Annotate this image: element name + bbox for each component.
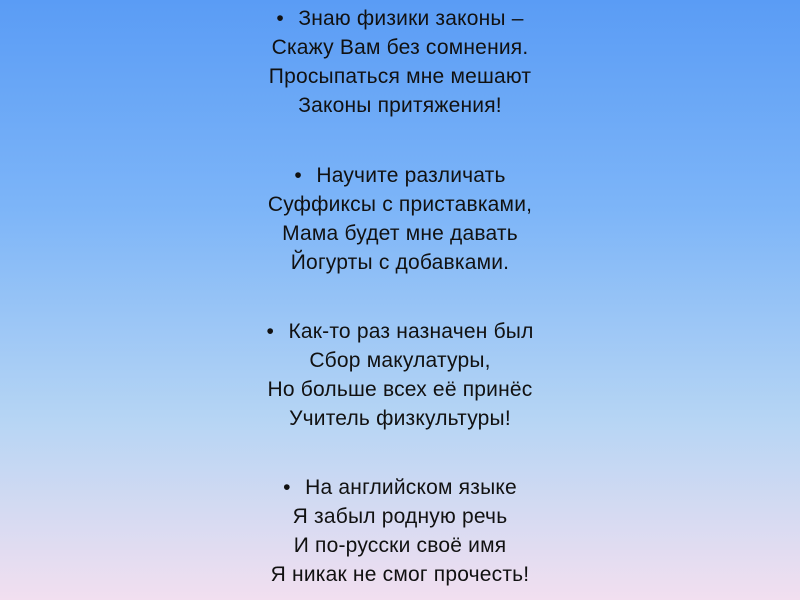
stanza-1-line-1-text: Знаю физики законы – [298,7,524,30]
poem-stanza-4 [0,473,800,589]
stanza-3-line-4: Учитель физкультуры! [289,407,511,430]
bullet-icon: • [294,164,302,187]
stanza-1-line-4: Законы притяжения! [298,94,502,117]
stanza-3-line-3: Но больше всех её принёс [267,378,533,401]
stanza-4-line-2: Я забыл родную речь [292,505,508,528]
stanza-1-line-1 [0,4,800,33]
poem-stanza-1 [0,4,800,120]
stanza-4-line-1-text: На английском языке [305,476,517,499]
stanza-3-line-2: Сбор макулатуры, [309,349,491,372]
poem-stanza-2 [0,161,800,277]
stanza-3-line-1 [0,317,800,346]
stanza-2-line-4: Йогурты с добавками. [290,251,510,274]
bullet-icon: • [266,320,275,343]
stanza-2-line-3: Мама будет мне давать [282,222,518,245]
stanza-2-line-1 [0,161,800,190]
stanza-4-line-1 [0,473,800,502]
stanza-1-line-3: Просыпаться мне мешают [268,65,532,88]
stanza-1-line-2: Скажу Вам без сомнения. [271,36,529,59]
stanza-3-line-1-text: Как-то раз назначен был [288,320,534,343]
stanza-4-line-3: И по-русски своё имя [293,534,507,557]
poem-stanza-3 [0,317,800,433]
stanza-2-line-2: Суффиксы с приставками, [267,193,533,216]
stanza-2-line-1-text: Научите различать [316,164,506,187]
stanza-4-line-4: Я никак не смог прочесть! [270,563,530,586]
bullet-icon: • [276,7,284,30]
bullet-icon: • [283,476,291,499]
